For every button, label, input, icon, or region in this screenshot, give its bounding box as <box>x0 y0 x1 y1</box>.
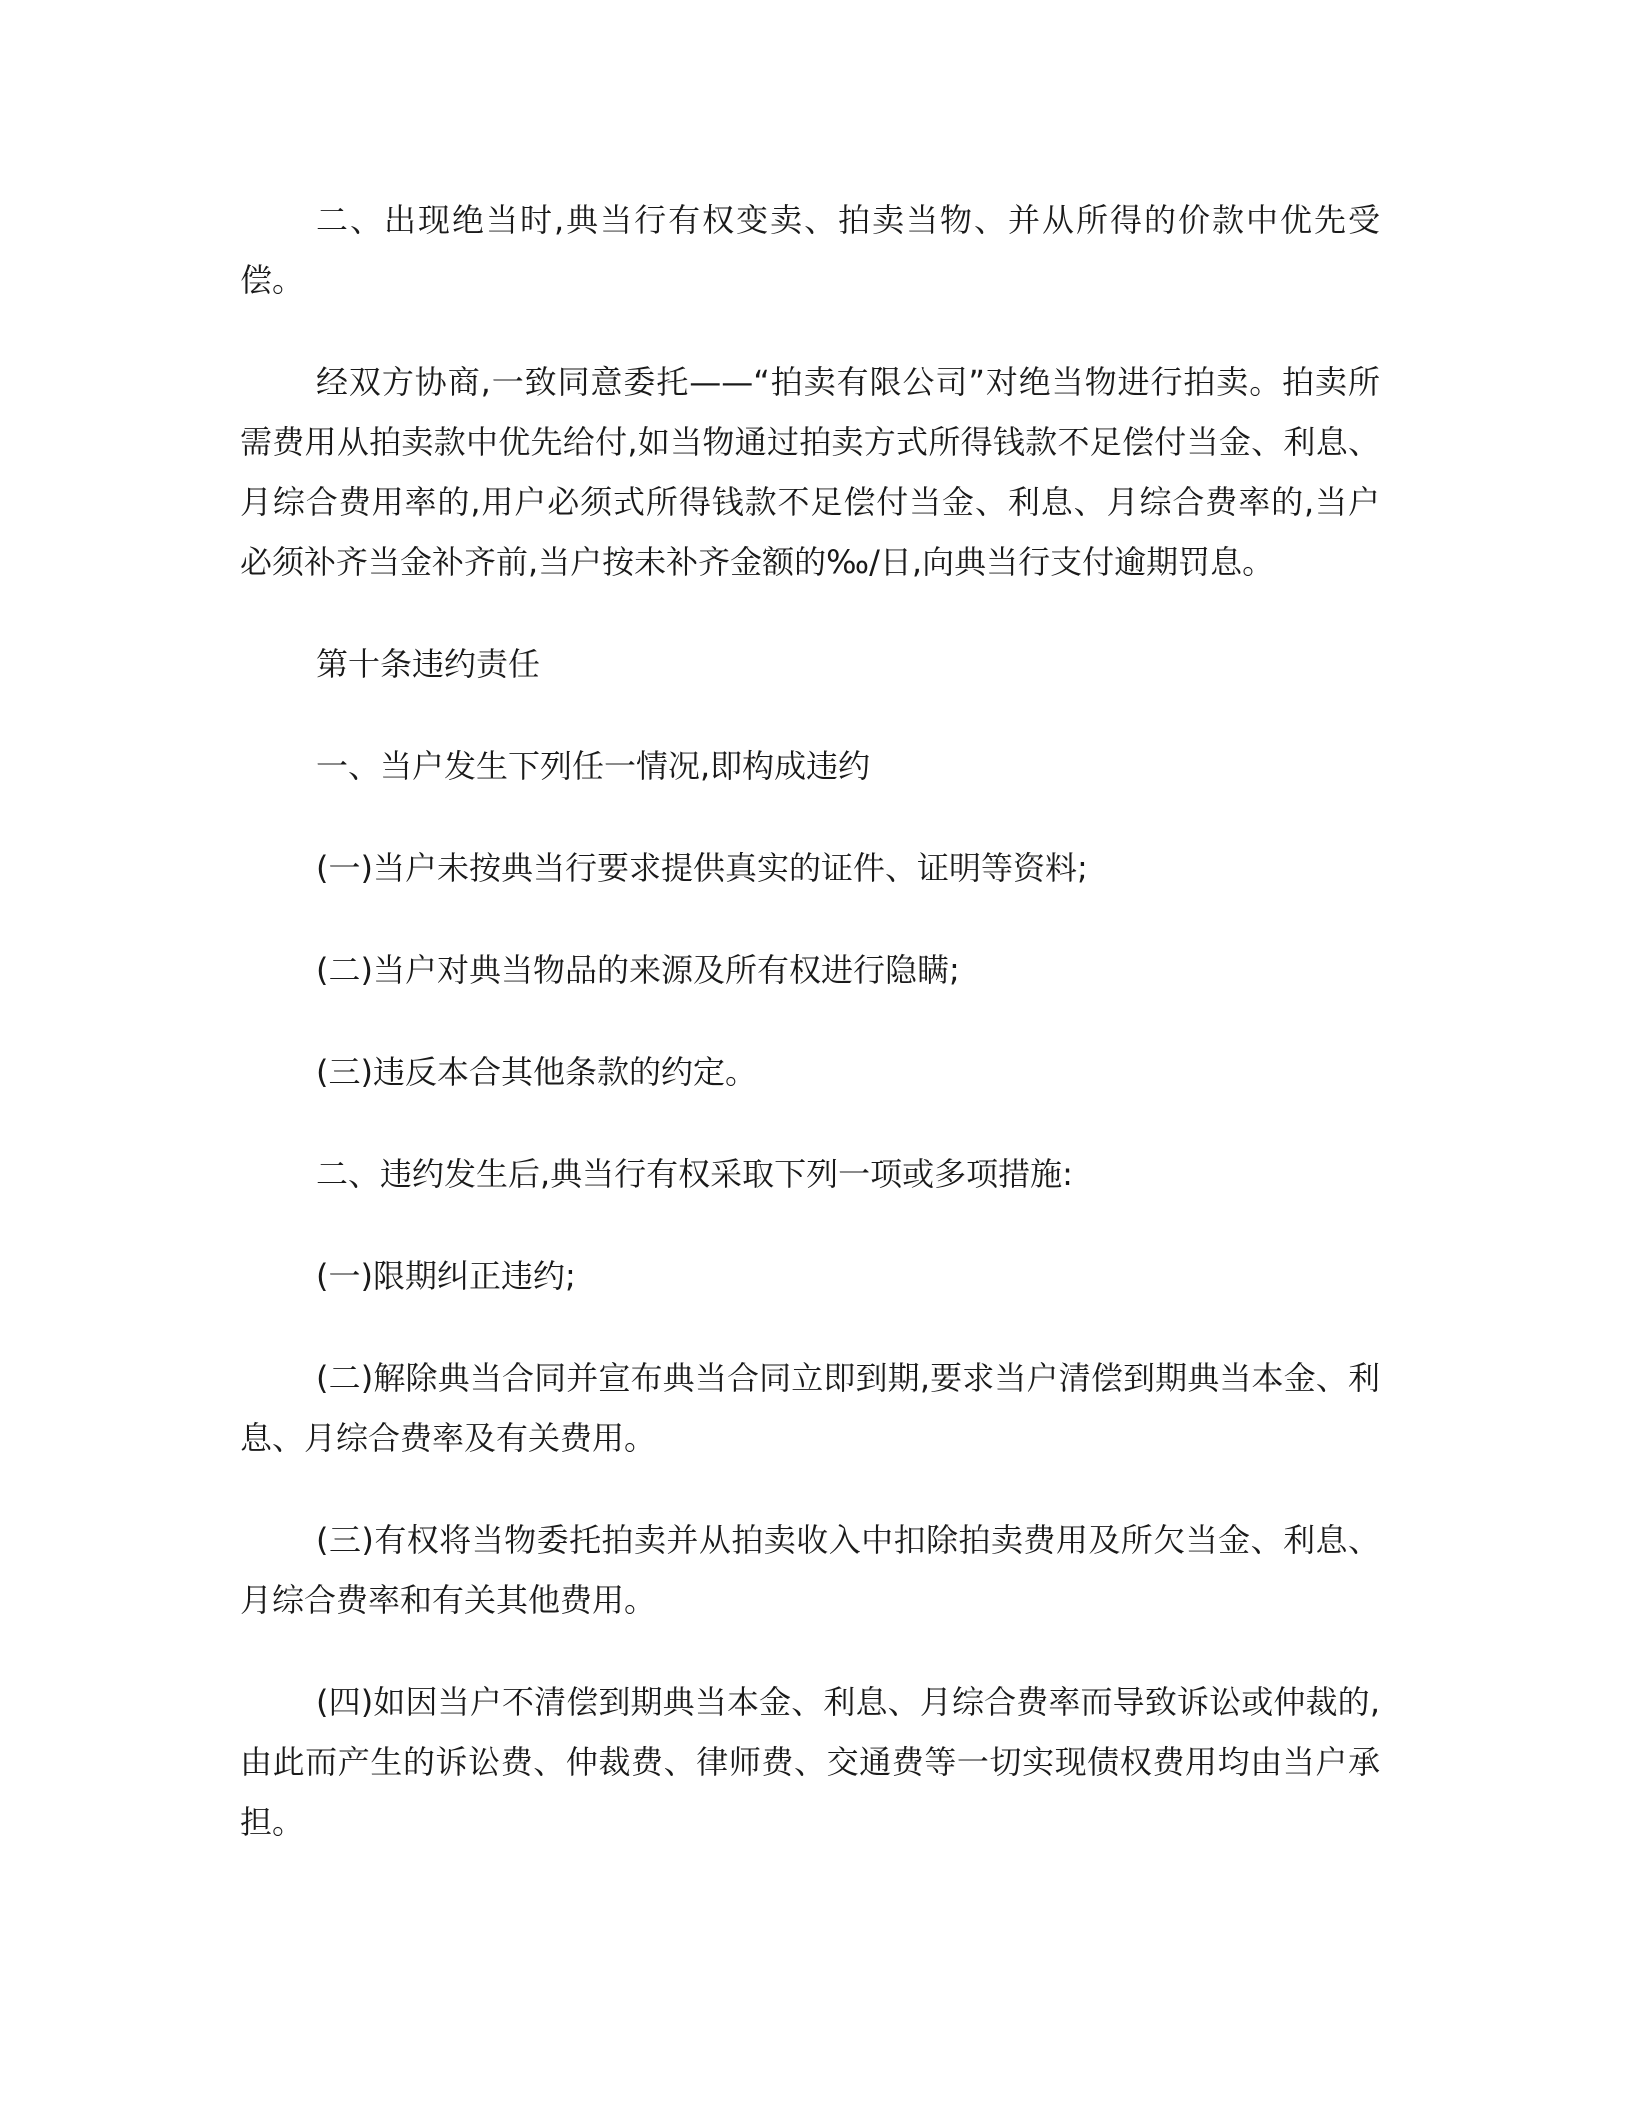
list-item-measure-2: (二)解除典当合同并宣布典当合同立即到期,要求当户清偿到期典当本金、利息、月综合费率及有关费用。 <box>240 1359 1380 1457</box>
list-item-breach-2: (二)当户对典当物品的来源及所有权进行隐瞒; <box>316 951 960 989</box>
section-heading-breach: 第十条违约责任 <box>316 645 541 683</box>
document-body <box>240 190 1380 1894</box>
paragraph-breach-conditions: 一、当户发生下列任一情况,即构成违约 <box>316 747 871 785</box>
paragraph-auction-right: 二、出现绝当时,典当行有权变卖、拍卖当物、并从所得的价款中优先受偿。 <box>240 201 1380 299</box>
paragraph-auction-agreement: 经双方协商,一致同意委托——“拍卖有限公司”对绝当物进行拍卖。拍卖所需费用从拍卖款中优先给付,如当物通过拍卖方式所得钱款不足偿付当金、利息、月综合费用率的,用户必须式所得钱款不足偿付当金、利息、月综合费率的,当户必须补齐当金补齐前,当户按未补齐金额的‰/日,向典当行支付逾期罚息。 <box>240 363 1380 581</box>
list-item-breach-3: (三)违反本合其他条款的约定。 <box>316 1053 757 1091</box>
paragraph-measures: 二、违约发生后,典当行有权采取下列一项或多项措施: <box>316 1155 1073 1193</box>
list-item-measure-4: (四)如因当户不清偿到期典当本金、利息、月综合费率而导致诉讼或仲裁的,由此而产生的诉讼费、仲裁费、律师费、交通费等一切实现债权费用均由当户承担。 <box>240 1683 1380 1841</box>
list-item-measure-1: (一)限期纠正违约; <box>316 1257 576 1295</box>
list-item-breach-1: (一)当户未按典当行要求提供真实的证件、证明等资料; <box>316 849 1088 887</box>
list-item-measure-3: (三)有权将当物委托拍卖并从拍卖收入中扣除拍卖费用及所欠当金、利息、月综合费率和有关其他费用。 <box>240 1521 1380 1619</box>
